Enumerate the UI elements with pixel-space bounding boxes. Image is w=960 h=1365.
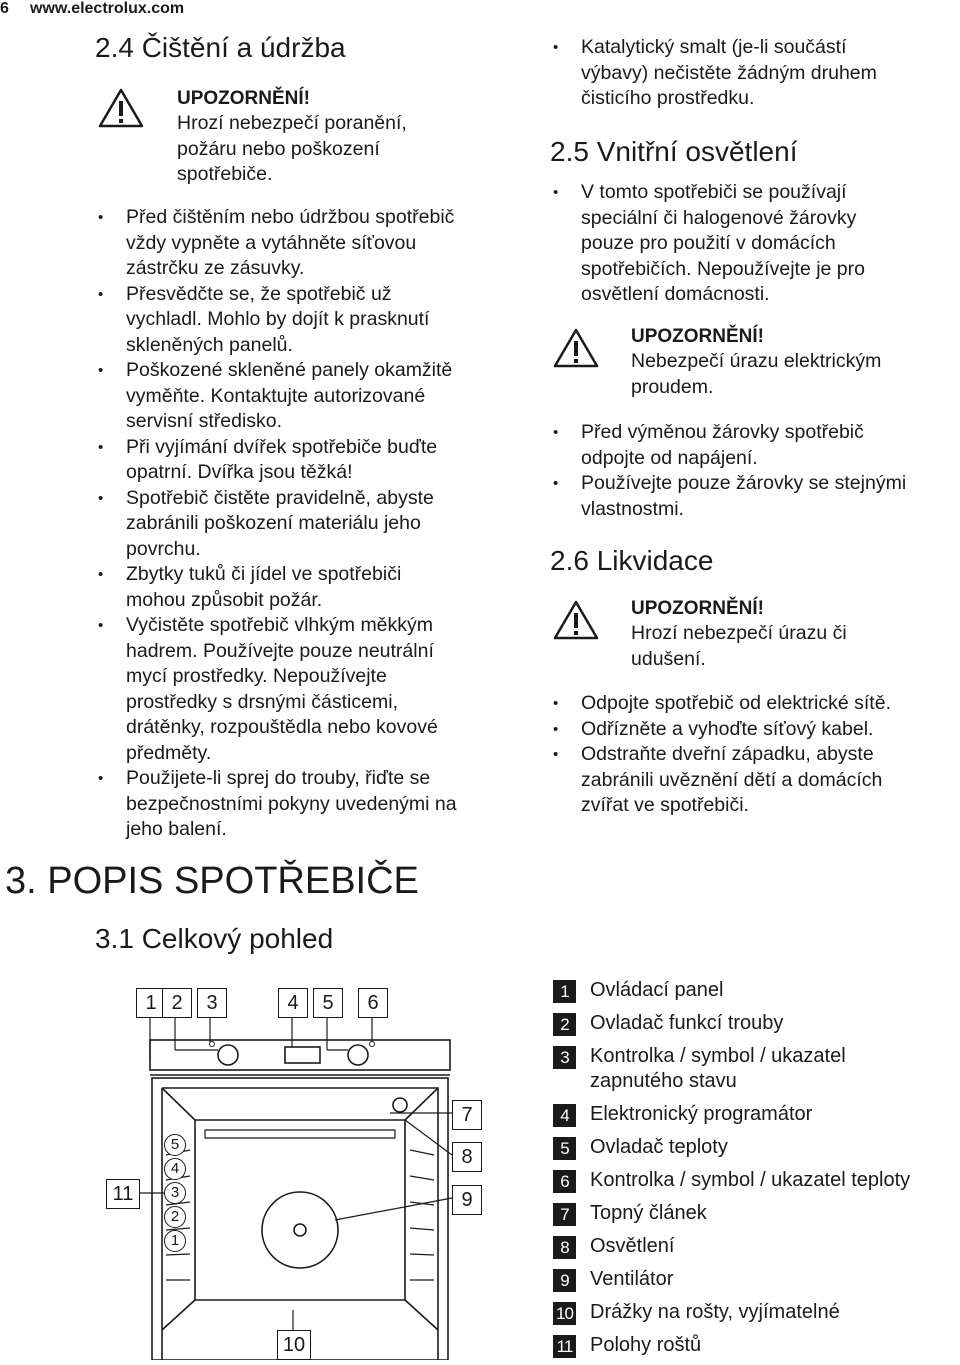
legend-item (553, 978, 960, 1003)
bullet-item (553, 180, 953, 308)
bullet-line: • Používejte pouze žárovky se stejnými (581, 472, 907, 494)
legend-text (590, 1267, 960, 1292)
bullet-line: • Katalytický smalt (je-li součástí (581, 36, 847, 58)
bullet-line: výbavy) nečistěte žádným druhem (581, 61, 877, 84)
warning-line: Nebezpečí úrazu elektrickým (631, 350, 882, 372)
legend-text (590, 1168, 960, 1193)
legend-item (553, 1135, 960, 1160)
callout-6: 6 (358, 988, 388, 1018)
warning-title: UPOZORNĚNÍ! (177, 88, 310, 109)
legend-line: Ovladač funkcí trouby (590, 1012, 784, 1034)
bullet-line: čisticího prostředku. (581, 87, 755, 109)
bullet-line: zástrčku ze zásuvky. (126, 257, 305, 279)
legend-item (553, 1168, 960, 1193)
callout-8: 8 (452, 1142, 482, 1172)
legend-number-badge: 4 (553, 1104, 576, 1127)
bullet-item (553, 717, 958, 743)
bullet-item (553, 420, 958, 471)
bullet-line: zvířat ve spotřebiči. (581, 794, 749, 816)
oven-drawing (100, 980, 500, 1360)
bullet-line: speciální či halogenové žárovky (581, 206, 857, 229)
legend-number-badge: 3 (553, 1046, 576, 1069)
bullet-item (553, 471, 958, 522)
bullet-item (98, 358, 528, 435)
legend-line: Kontrolka / symbol / ukazatel teploty (590, 1169, 911, 1191)
legend-line: Topný článek (590, 1202, 707, 1224)
callout-7: 7 (452, 1100, 482, 1130)
legend-text (590, 1044, 960, 1094)
section-heading-3-1: 3.1 Celkový pohled (95, 923, 334, 954)
bullet-line: předměty. (126, 741, 212, 764)
callout-11: 11 (106, 1179, 140, 1209)
warning-line: udušení. (631, 647, 706, 670)
legend-item (553, 1102, 960, 1127)
warning-title: UPOZORNĚNÍ! (631, 326, 764, 347)
bullet-line: • Při vyjímání dvířek spotřebiče buďte (126, 435, 438, 458)
warning-block-lighting (631, 324, 951, 400)
bullet-line: skleněných panelů. (126, 333, 293, 356)
shelf-level-marker: 5 (164, 1134, 186, 1156)
section-heading-2-6: 2.6 Likvidace (550, 545, 714, 576)
bullet-line: povrchu. (126, 537, 201, 560)
legend-number-badge: 11 (553, 1335, 576, 1358)
bullet-item (553, 742, 958, 819)
bullet-item (98, 435, 528, 486)
bullet-line: jeho balení. (126, 818, 227, 840)
bullet-line: vyměňte. Kontaktujte autorizované (126, 384, 426, 407)
bullet-line: • Odpojte spotřebič od elektrické sítě. (581, 692, 891, 714)
legend-line: Kontrolka / symbol / ukazatel (590, 1045, 846, 1067)
legend-line: Osvětlení (590, 1235, 675, 1257)
legend-line: Elektronický programátor (590, 1103, 813, 1125)
legend-line: zapnutého stavu (590, 1070, 737, 1092)
bullet-item (553, 691, 958, 717)
bullet-line: spotřebičích. Nepoužívejte je pro (581, 257, 865, 280)
legend-text (590, 1011, 960, 1036)
callout-5: 5 (313, 988, 343, 1018)
warning-line: požáru nebo poškození (177, 137, 380, 160)
bullet-item (98, 486, 528, 563)
legend-line: Ovládací panel (590, 979, 724, 1001)
bullet-line: • Spotřebič čistěte pravidelně, abyste (126, 486, 434, 509)
shelf-level-marker: 2 (164, 1206, 186, 1228)
legend-text (590, 1333, 960, 1358)
legend-text (590, 978, 960, 1003)
bullet-line: • Poškozené skleněné panely okamžitě (126, 359, 453, 381)
bullet-line: prostředky s drsnými částicemi, (126, 690, 398, 713)
bullet-line: • V tomto spotřebiči se používají (581, 181, 847, 203)
bullet-line: servisní středisko. (126, 410, 283, 432)
bullet-line: vždy vypněte a vytáhněte síťovou (126, 231, 417, 254)
bullet-line: odpojte od napájení. (581, 446, 758, 469)
legend-item (553, 1234, 960, 1259)
bullet-line: • Před čištěním nebo údržbou spotřebič (126, 206, 455, 228)
bullet-item (553, 35, 953, 112)
legend-item (553, 1267, 960, 1292)
bullet-item (98, 282, 528, 359)
legend-item (553, 1011, 960, 1036)
bullet-line: bezpečnostními pokyny uvedenými na (126, 792, 457, 815)
legend-text (590, 1300, 960, 1325)
legend-item (553, 1201, 960, 1226)
warning-block-cleaning (177, 86, 497, 188)
legend-number-badge: 5 (553, 1137, 576, 1160)
disposal-bullet-list (553, 691, 958, 819)
legend-number-badge: 8 (553, 1236, 576, 1259)
section-heading-2-5: 2.5 Vnitřní osvětlení (550, 136, 798, 167)
lighting-bullet-list (553, 180, 953, 308)
shelf-level-marker: 3 (164, 1182, 186, 1204)
legend-line: Ovladač teploty (590, 1136, 728, 1158)
bullet-line: • Vyčistěte spotřebič vlhkým měkkým (126, 614, 434, 636)
legend-text (590, 1234, 960, 1259)
bullet-line: zabránili poškození materiálu jeho (126, 512, 421, 534)
legend-item (553, 1044, 960, 1094)
callout-9: 9 (452, 1185, 482, 1215)
bullet-item (98, 562, 528, 613)
chapter-heading-3: 3. POPIS SPOTŘEBIČE (5, 860, 419, 902)
callout-1: 1 (136, 988, 166, 1018)
warning-line: proudem. (631, 375, 714, 398)
lighting-bullet-list-2 (553, 420, 958, 522)
callout-3: 3 (197, 988, 227, 1018)
bullet-line: osvětlení domácnosti. (581, 283, 770, 305)
legend-line: Polohy roštů (590, 1334, 702, 1356)
legend-number-badge: 9 (553, 1269, 576, 1292)
bullet-line: • Odřízněte a vyhoďte síťový kabel. (581, 717, 874, 740)
shelf-level-marker: 4 (164, 1158, 186, 1180)
callout-10: 10 (277, 1330, 311, 1360)
warning-title: UPOZORNĚNÍ! (631, 598, 764, 619)
bullet-line: vychladl. Mohlo by dojít k prasknutí (126, 308, 430, 330)
legend-item (553, 1300, 960, 1325)
warning-block-disposal (631, 596, 951, 672)
bullet-line: • Přesvědčte se, že spotřebič už (126, 282, 392, 305)
legend-text (590, 1201, 960, 1226)
bullet-line: drátěnky, rozpouštědla nebo kovové (126, 716, 438, 738)
warning-line: spotřebiče. (177, 163, 273, 185)
bullet-item (98, 205, 528, 282)
bullet-line: opatrní. Dvířka jsou těžká! (126, 461, 353, 483)
bullet-item (98, 766, 528, 843)
bullet-line: pouze pro použití v domácích (581, 232, 836, 254)
bullet-line: • Zbytky tuků či jídel ve spotřebiči (126, 563, 402, 585)
legend-number-badge: 1 (553, 980, 576, 1003)
callout-2: 2 (162, 988, 192, 1018)
legend-text (590, 1102, 960, 1127)
warning-icon (553, 600, 599, 645)
cleaning-bullet-list (98, 205, 528, 843)
oven-diagram (100, 980, 500, 1360)
bullet-line: hadrem. Používejte pouze neutrální (126, 639, 434, 662)
legend-item (553, 1333, 960, 1358)
legend-number-badge: 2 (553, 1013, 576, 1036)
warning-icon (553, 328, 599, 373)
bullet-line: • Před výměnou žárovky spotřebič (581, 421, 864, 443)
section-heading-2-4: 2.4 Čištění a údržba (95, 32, 346, 63)
page-url: www.electrolux.com (30, 0, 185, 17)
bullet-line: zabránili uvěznění dětí a domácích (581, 768, 883, 791)
legend-number-badge: 10 (553, 1302, 576, 1325)
bullet-line: vlastnostmi. (581, 497, 684, 520)
callout-4: 4 (278, 988, 308, 1018)
warning-icon (98, 88, 144, 133)
catalytic-bullet-list (553, 35, 953, 112)
warning-line: Hrozí nebezpečí poranění, (177, 112, 407, 134)
legend-line: Ventilátor (590, 1268, 674, 1290)
bullet-line: • Použijete-li sprej do trouby, řiďte se (126, 767, 431, 789)
legend-number-badge: 7 (553, 1203, 576, 1226)
bullet-line: mohou způsobit požár. (126, 588, 323, 611)
legend-line: Drážky na rošty, vyjímatelné (590, 1301, 840, 1323)
page-number: 6 (0, 0, 9, 17)
legend-text (590, 1135, 960, 1160)
legend-number-badge: 6 (553, 1170, 576, 1193)
component-legend (553, 978, 960, 1362)
bullet-item (98, 613, 528, 766)
bullet-line: • Odstraňte dveřní západku, abyste (581, 743, 874, 765)
warning-line: Hrozí nebezpečí úrazu či (631, 622, 847, 644)
bullet-line: mycí prostředky. Nepoužívejte (126, 665, 387, 687)
shelf-level-marker: 1 (164, 1230, 186, 1252)
